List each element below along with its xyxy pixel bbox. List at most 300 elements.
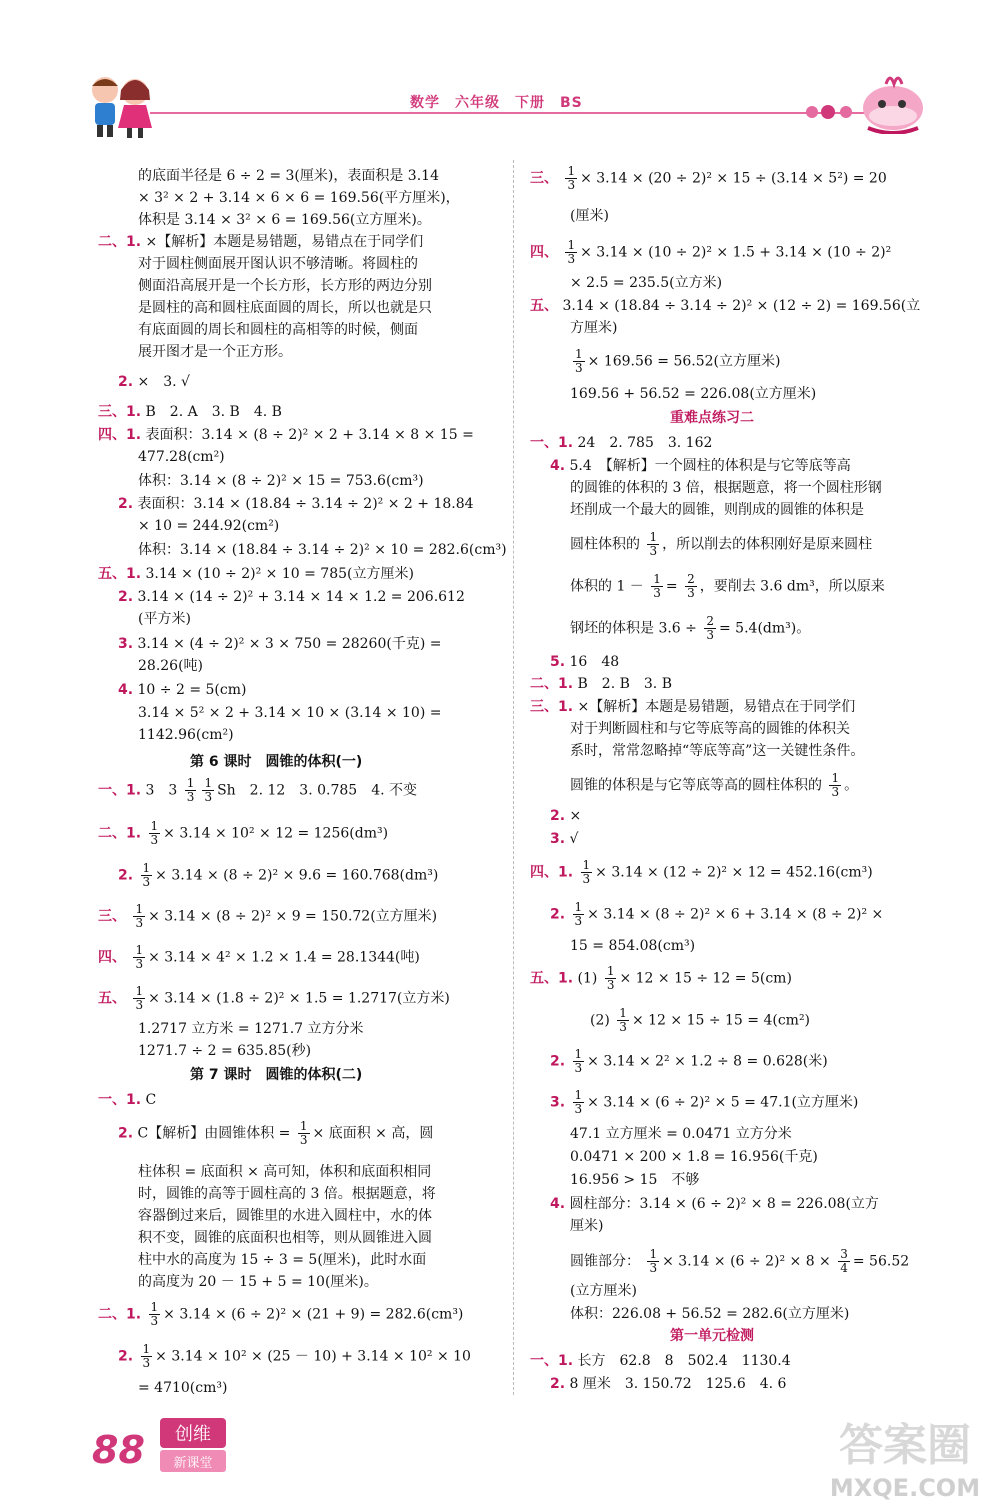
answer-line bbox=[98, 1089, 156, 1111]
whale-icon bbox=[858, 72, 928, 134]
answer-line bbox=[138, 253, 418, 275]
fraction-numerator: 1 bbox=[567, 164, 576, 178]
answer-text: (1) bbox=[577, 970, 598, 987]
answer-text: 体积：226.08 + 56.52 = 282.6(立方厘米) bbox=[570, 1306, 850, 1322]
question-number: 2. bbox=[550, 1376, 566, 1392]
answer-text: × 3.14 × 2² × 1.2 ÷ 8 = 0.628(米) bbox=[587, 1053, 828, 1070]
answer-text: ，要削去 3.6 dm³，所以原来 bbox=[699, 578, 885, 595]
answer-line bbox=[570, 1123, 792, 1145]
answer-line bbox=[570, 1248, 909, 1275]
fraction-numerator: 1 bbox=[649, 1247, 658, 1261]
fraction-numerator: 1 bbox=[606, 964, 615, 978]
answer-text: C bbox=[145, 1092, 157, 1108]
fraction-numerator: 1 bbox=[150, 1300, 159, 1314]
svg-text:答案圈: 答案圈 bbox=[839, 1420, 971, 1471]
fraction bbox=[298, 1120, 310, 1147]
question-number: 三、 bbox=[530, 170, 558, 187]
answer-line bbox=[138, 608, 191, 630]
fraction bbox=[838, 1248, 850, 1275]
fraction bbox=[565, 239, 577, 266]
question-number: 五、 bbox=[530, 298, 558, 314]
fraction-numerator: 1 bbox=[653, 572, 661, 586]
answer-line bbox=[530, 295, 920, 317]
answer-line bbox=[138, 1377, 227, 1399]
answer-line bbox=[570, 935, 695, 957]
section-title: 第一单元检测 bbox=[670, 1328, 754, 1344]
fraction bbox=[573, 901, 585, 928]
fraction bbox=[829, 772, 841, 799]
answer-text: 28.26(吨) bbox=[138, 658, 204, 674]
answer-line bbox=[98, 985, 450, 1012]
answer-line bbox=[138, 655, 203, 677]
question-number: 五、1. bbox=[98, 566, 142, 582]
answer-text: 侧面沿高展开是一个长方形，长方形的两边分别 bbox=[138, 278, 432, 294]
answer-text: 长方 62.8 8 502.4 1130.4 bbox=[577, 1353, 791, 1369]
fraction-numerator: 1 bbox=[567, 238, 576, 252]
answer-line bbox=[118, 1120, 433, 1147]
answer-text: 477.28(cm²) bbox=[138, 449, 225, 465]
answer-line bbox=[570, 718, 850, 740]
answer-line bbox=[570, 1169, 699, 1191]
answer-line bbox=[138, 1205, 432, 1227]
fraction bbox=[581, 859, 593, 886]
answer-line bbox=[570, 531, 872, 558]
answer-text: 47.1 立方厘米 = 0.0471 立方分米 bbox=[570, 1126, 792, 1142]
fraction-denominator: 3 bbox=[135, 916, 144, 930]
answer-line bbox=[530, 165, 887, 192]
answer-line bbox=[530, 859, 873, 886]
answer-line bbox=[138, 187, 460, 209]
answer-text: 容器倒过来后，圆锥里的水进入圆柱中，水的体 bbox=[138, 1208, 432, 1224]
answer-line bbox=[570, 740, 864, 762]
answer-text: × 3.14 × (8 ÷ 2)² × 9 = 150.72(立方厘米) bbox=[148, 908, 438, 925]
answer-text: 柱体积 = 底面积 × 高可知，体积和底面积相同 bbox=[138, 1164, 432, 1180]
answer-text: = 5.4(dm³)。 bbox=[719, 620, 811, 637]
fraction-denominator: 3 bbox=[299, 1133, 308, 1147]
question-number: 一、1. bbox=[98, 1092, 142, 1108]
fraction-denominator: 3 bbox=[574, 1061, 583, 1075]
fraction-denominator: 3 bbox=[649, 544, 658, 558]
answer-text: 3.14 × (10 ÷ 2)² × 10 = 785(立方厘米) bbox=[145, 566, 414, 582]
answer-text: 0.0471 × 200 × 1.8 = 16.956(千克) bbox=[570, 1149, 818, 1165]
answer-text: × bbox=[569, 808, 582, 824]
dots-decoration-icon bbox=[800, 100, 860, 124]
answer-line bbox=[118, 586, 465, 608]
answer-text: 1142.96(cm²) bbox=[138, 727, 234, 743]
question-number: 3. bbox=[118, 636, 134, 652]
answer-line bbox=[550, 828, 578, 850]
question-number: 3. bbox=[550, 1094, 566, 1111]
answer-text: 厘米) bbox=[570, 1218, 604, 1234]
answer-line bbox=[530, 432, 712, 454]
question-number: 一、1. bbox=[98, 782, 142, 799]
fraction-denominator: 3 bbox=[606, 978, 615, 992]
answer-line bbox=[138, 702, 441, 724]
question-number: 二、1. bbox=[98, 1306, 142, 1323]
answer-line bbox=[98, 563, 414, 585]
answer-line bbox=[530, 239, 891, 266]
answer-line bbox=[138, 446, 225, 468]
question-number: 四、1. bbox=[98, 427, 142, 443]
answer-line bbox=[98, 401, 282, 423]
answer-text: ×【解析】本题是易错题，易错点在于同学们 bbox=[145, 234, 424, 250]
answer-line bbox=[138, 297, 432, 319]
fraction-numerator: 1 bbox=[831, 771, 840, 785]
answer-line bbox=[138, 341, 292, 363]
fraction-denominator: 3 bbox=[575, 361, 583, 375]
answer-text: 柱中水的高度为 15 ÷ 3 = 5(厘米)，此时水面 bbox=[138, 1252, 427, 1268]
logo-text-bottom: 新课堂 bbox=[173, 1456, 213, 1471]
answer-line bbox=[530, 673, 672, 695]
fraction-numerator: 1 bbox=[204, 776, 213, 790]
fraction-numerator: 2 bbox=[687, 572, 695, 586]
answer-text: 的底面半径是 6 ÷ 2 = 3(厘米)，表面积是 3.14 bbox=[138, 168, 439, 184]
fraction-numerator: 1 bbox=[142, 861, 151, 875]
answer-text: 15 = 854.08(cm³) bbox=[570, 938, 696, 954]
answer-text: 是圆柱的高和圆柱底面圆的周长，所以也就是只 bbox=[138, 300, 432, 316]
answer-text: √ bbox=[569, 831, 579, 847]
answer-text: × 3.14 × (20 ÷ 2)² × 15 ÷ (3.14 × 5²) = 20 bbox=[580, 170, 887, 187]
answer-text: 5.4 【解析】一个圆柱的体积是与它等底等高 bbox=[569, 458, 851, 474]
answer-text: 体积：3.14 × (18.84 ÷ 3.14 ÷ 2)² × 10 = 282.6(cm³) bbox=[138, 542, 507, 558]
question-number: 2. bbox=[118, 1348, 134, 1365]
fraction-numerator: 1 bbox=[575, 347, 583, 361]
header-title: 数学 六年级 下册 BS bbox=[410, 95, 583, 111]
fraction-denominator: 4 bbox=[840, 1261, 848, 1275]
fraction bbox=[617, 1007, 629, 1034]
fraction-numerator: 1 bbox=[135, 984, 144, 998]
fraction-numerator: 3 bbox=[840, 1247, 848, 1261]
question-number: 一、1. bbox=[530, 435, 574, 451]
fraction-numerator: 1 bbox=[619, 1006, 627, 1020]
question-number: 4. bbox=[550, 458, 566, 474]
question-number: 四、1. bbox=[530, 864, 574, 881]
answer-text: × 3.14 × 4² × 1.2 × 1.4 = 28.1344(吨) bbox=[148, 949, 420, 966]
fraction-denominator: 3 bbox=[186, 790, 195, 804]
fraction bbox=[185, 777, 197, 804]
fraction-denominator: 3 bbox=[653, 586, 661, 600]
question-number: 2. bbox=[118, 374, 134, 390]
question-number: 一、1. bbox=[530, 1353, 574, 1369]
answer-text: 对于圆柱侧面展开图认识不够清晰。将圆柱的 bbox=[138, 256, 418, 272]
answer-line bbox=[138, 1227, 432, 1249]
answer-line bbox=[138, 1161, 431, 1183]
fraction bbox=[573, 348, 585, 375]
answer-text: × 3² × 2 + 3.14 × 6 × 6 = 169.56(平方厘米)， bbox=[138, 190, 460, 206]
answer-text: × 3.14 × (10 ÷ 2)² × 1.5 + 3.14 × (10 ÷ 2)² bbox=[580, 244, 892, 261]
answer-line bbox=[138, 515, 279, 537]
fraction-numerator: 1 bbox=[142, 1342, 151, 1356]
fraction-numerator: 1 bbox=[150, 819, 159, 833]
answer-text: 的高度为 20 － 15 + 5 = 10(厘米)。 bbox=[138, 1274, 378, 1290]
cartoon-kids-icon bbox=[80, 70, 160, 140]
question-number: 五、 bbox=[98, 990, 126, 1007]
fraction bbox=[133, 985, 145, 1012]
answer-line bbox=[138, 319, 418, 341]
answer-text: × 3.14 × (8 ÷ 2)² × 9.6 = 160.768(dm³) bbox=[155, 867, 439, 884]
answer-text: 3.14 × (18.84 ÷ 3.14 ÷ 2)² × (12 ÷ 2) = 169.56(立 bbox=[562, 298, 921, 314]
answer-line bbox=[98, 1301, 463, 1328]
answer-line bbox=[570, 1303, 849, 1325]
fraction-denominator: 3 bbox=[135, 998, 144, 1012]
answer-line bbox=[138, 165, 439, 187]
question-number: 三、1. bbox=[530, 699, 574, 715]
brand-logo bbox=[160, 1418, 226, 1476]
answer-line bbox=[530, 1350, 791, 1372]
answer-line bbox=[138, 1018, 364, 1040]
answer-text: 方厘米) bbox=[570, 320, 618, 336]
answer-text: 3 3 bbox=[145, 782, 178, 799]
answer-line bbox=[138, 1249, 426, 1271]
fraction bbox=[605, 965, 617, 992]
logo-text-top: 创维 bbox=[175, 1424, 211, 1445]
section-title: 第 7 课时 圆锥的体积(二) bbox=[190, 1067, 363, 1083]
answer-line bbox=[550, 901, 883, 928]
fraction-numerator: 1 bbox=[574, 900, 583, 914]
answer-line bbox=[570, 772, 858, 799]
answer-text: 3.14 × 5² × 2 + 3.14 × 10 × (3.14 × 10) = bbox=[138, 705, 442, 721]
answer-text: × 3.14 × (12 ÷ 2)² × 12 = 452.16(cm³) bbox=[595, 864, 873, 881]
answer-line bbox=[138, 470, 424, 492]
answer-text: = 56.52 bbox=[852, 1253, 910, 1270]
answer-text: B 2. A 3. B 4. B bbox=[145, 404, 282, 420]
answer-text: 展开图才是一个正方形。 bbox=[138, 344, 292, 360]
section-title: 重难点练习二 bbox=[670, 410, 754, 426]
answer-text: = bbox=[665, 578, 678, 595]
page-header bbox=[0, 0, 1000, 160]
section-title: 第 6 课时 圆锥的体积(一) bbox=[190, 754, 363, 770]
answer-line bbox=[138, 724, 234, 746]
fraction-numerator: 1 bbox=[135, 943, 144, 957]
answer-line bbox=[138, 275, 432, 297]
fraction-denominator: 3 bbox=[567, 178, 576, 192]
question-number: 4. bbox=[118, 682, 134, 698]
fraction bbox=[651, 573, 663, 600]
fraction-denominator: 3 bbox=[706, 628, 714, 642]
question-number: 2. bbox=[118, 867, 134, 884]
question-number: 3. bbox=[550, 831, 566, 847]
fraction-numerator: 1 bbox=[135, 902, 144, 916]
answer-text: B 2. B 3. B bbox=[577, 676, 672, 692]
fraction bbox=[202, 777, 214, 804]
answer-line bbox=[118, 679, 246, 701]
answer-text: 3.14 × (14 ÷ 2)² + 3.14 × 14 × 1.2 = 206.612 bbox=[137, 589, 465, 605]
answer-text: (2) bbox=[590, 1012, 610, 1029]
fraction bbox=[704, 615, 716, 642]
answer-line bbox=[570, 383, 816, 405]
answer-line bbox=[138, 1040, 311, 1062]
answer-text: 时，圆锥的高等于圆柱高的 3 倍。根据题意，将 bbox=[138, 1186, 436, 1202]
question-number: 5. bbox=[550, 654, 566, 670]
question-number: 二、1. bbox=[530, 676, 574, 692]
answer-line bbox=[118, 493, 474, 515]
answer-line bbox=[550, 1089, 858, 1116]
question-number: 五、1. bbox=[530, 970, 574, 987]
question-number: 四、 bbox=[98, 949, 126, 966]
answer-text: × 3.14 × (1.8 ÷ 2)² × 1.5 = 1.2717(立方米) bbox=[148, 990, 450, 1007]
answer-text: (厘米) bbox=[570, 208, 609, 224]
answer-line bbox=[550, 1048, 828, 1075]
question-number: 二、1. bbox=[98, 825, 142, 842]
answer-text: 坯削成一个最大的圆锥，则削成的圆锥的体积是 bbox=[570, 502, 864, 518]
answer-text: 1271.7 ÷ 2 = 635.85(秒) bbox=[138, 1043, 312, 1059]
fraction-denominator: 3 bbox=[574, 1102, 583, 1116]
fraction bbox=[647, 1248, 659, 1275]
answer-line bbox=[98, 424, 474, 446]
answer-line bbox=[138, 1271, 378, 1293]
answer-text: × 169.56 = 56.52(立方厘米) bbox=[587, 353, 781, 370]
answer-text: × 3.14 × (6 ÷ 2)² × 8 × bbox=[662, 1253, 831, 1270]
fraction-denominator: 3 bbox=[150, 1314, 159, 1328]
answer-text: 体积：3.14 × (8 ÷ 2)² × 15 = 753.6(cm³) bbox=[138, 473, 424, 489]
answer-line bbox=[570, 1146, 818, 1168]
answer-text: = 4710(cm³) bbox=[138, 1380, 228, 1396]
question-number: 三、1. bbox=[98, 404, 142, 420]
answer-line bbox=[570, 272, 722, 294]
answer-text: (立方厘米) bbox=[570, 1283, 637, 1299]
answer-text: × 2.5 = 235.5(立方米) bbox=[570, 275, 723, 291]
answer-text: 对于判断圆柱和与它等底等高的圆锥的体积关 bbox=[570, 721, 850, 737]
answer-line bbox=[570, 205, 609, 227]
answer-text: 。 bbox=[844, 777, 859, 794]
answer-text: 钢坯的体积是 3.6 ÷ bbox=[570, 620, 697, 637]
fraction-denominator: 3 bbox=[831, 785, 840, 799]
answer-line bbox=[138, 209, 431, 231]
answer-text: 表面积：3.14 × (8 ÷ 2)² × 2 + 3.14 × 8 × 15 = bbox=[145, 427, 474, 443]
fraction-denominator: 3 bbox=[135, 957, 144, 971]
fraction bbox=[141, 862, 153, 889]
answer-line bbox=[570, 317, 617, 339]
answer-text: 有底面圆的周长和圆柱的高相等的时候，侧面 bbox=[138, 322, 418, 338]
answer-text: 16.956 > 15 不够 bbox=[570, 1172, 700, 1188]
answer-text: 的圆锥的体积的 3 倍，根据题意，将一个圆柱形钢 bbox=[570, 480, 882, 496]
answer-line bbox=[138, 1183, 436, 1205]
answer-line bbox=[550, 805, 581, 827]
question-number: 2. bbox=[550, 906, 566, 923]
answer-text: 圆锥的体积是与它等底等高的圆柱体积的 bbox=[570, 777, 822, 794]
answer-line bbox=[550, 651, 619, 673]
answer-line bbox=[550, 1373, 786, 1395]
answer-text: × 3. √ bbox=[137, 374, 190, 390]
fraction bbox=[133, 944, 145, 971]
header-rule bbox=[150, 112, 870, 114]
answer-line bbox=[118, 633, 441, 655]
answer-text: × 3.14 × (8 ÷ 2)² × 6 + 3.14 × (8 ÷ 2)² × bbox=[587, 906, 884, 923]
answer-text: × 底面积 × 高，圆 bbox=[312, 1125, 434, 1142]
answer-line bbox=[118, 862, 438, 889]
answer-text: × 12 × 15 ÷ 12 = 5(cm) bbox=[619, 970, 792, 987]
fraction-denominator: 3 bbox=[204, 790, 213, 804]
fraction-numerator: 1 bbox=[574, 1088, 583, 1102]
answer-text: × 3.14 × (6 ÷ 2)² × (21 + 9) = 282.6(cm³) bbox=[163, 1306, 464, 1323]
answer-line bbox=[570, 615, 810, 642]
question-number: 2. bbox=[118, 1125, 134, 1142]
answer-line bbox=[570, 1215, 603, 1237]
answer-line bbox=[570, 477, 882, 499]
answer-text: C【解析】由圆锥体积 = bbox=[137, 1125, 291, 1142]
column-divider bbox=[513, 160, 514, 1395]
answer-line bbox=[550, 1193, 879, 1215]
answer-text: 积不变，圆锥的底面积也相等，则从圆锥进入圆 bbox=[138, 1230, 432, 1246]
fraction-denominator: 3 bbox=[649, 1261, 658, 1275]
answer-text: ，所以削去的体积刚好是原来圆柱 bbox=[662, 536, 873, 553]
fraction-denominator: 3 bbox=[574, 914, 583, 928]
fraction bbox=[133, 903, 145, 930]
answer-line bbox=[98, 777, 417, 804]
question-number: 4. bbox=[550, 1196, 566, 1212]
answer-line bbox=[590, 1007, 810, 1034]
answer-line bbox=[98, 903, 437, 930]
answer-text: 体积的 1 － bbox=[570, 578, 644, 595]
answer-text: (平方米) bbox=[138, 611, 191, 627]
answer-text: 16 48 bbox=[569, 654, 620, 670]
fraction-numerator: 1 bbox=[582, 858, 591, 872]
fraction-denominator: 3 bbox=[142, 1356, 151, 1370]
answer-line bbox=[98, 231, 423, 253]
fraction-numerator: 1 bbox=[649, 530, 658, 544]
answer-text: 表面积：3.14 × (18.84 ÷ 3.14 ÷ 2)² × 2 + 18.84 bbox=[137, 496, 474, 512]
fraction bbox=[685, 573, 697, 600]
fraction-denominator: 3 bbox=[150, 833, 159, 847]
question-number: 2. bbox=[550, 1053, 566, 1070]
answer-line bbox=[118, 1343, 471, 1370]
page-number: 88 bbox=[92, 1428, 145, 1472]
fraction bbox=[149, 820, 161, 847]
fraction bbox=[149, 1301, 161, 1328]
fraction bbox=[141, 1343, 153, 1370]
fraction-numerator: 1 bbox=[299, 1119, 308, 1133]
answer-line bbox=[138, 539, 507, 561]
fraction-denominator: 3 bbox=[582, 872, 591, 886]
answer-line bbox=[570, 348, 780, 375]
fraction bbox=[647, 531, 659, 558]
answer-line bbox=[550, 455, 851, 477]
fraction-denominator: 3 bbox=[142, 875, 151, 889]
answer-line bbox=[570, 573, 885, 600]
answer-text: 圆锥部分： bbox=[570, 1253, 640, 1270]
answer-text: 体积是 3.14 × 3² × 6 = 169.56(立方厘米)。 bbox=[138, 212, 431, 228]
question-number: 2. bbox=[550, 808, 566, 824]
answer-text: 169.56 + 56.52 = 226.08(立方厘米) bbox=[570, 386, 817, 402]
question-number: 2. bbox=[118, 589, 134, 605]
answer-line bbox=[530, 965, 792, 992]
answer-text: 圆柱部分：3.14 × (6 ÷ 2)² × 8 = 226.08(立方 bbox=[569, 1196, 879, 1212]
answer-text: × 3.14 × 10² × (25 － 10) + 3.14 × 10² × 10 bbox=[155, 1348, 471, 1365]
answer-text: 系时，常常忽略掉“等底等高”这一关键性条件。 bbox=[570, 743, 865, 759]
fraction bbox=[565, 165, 577, 192]
fraction-numerator: 2 bbox=[706, 614, 714, 628]
fraction-denominator: 3 bbox=[567, 252, 576, 266]
watermark-logo bbox=[815, 1408, 995, 1508]
fraction-numerator: 1 bbox=[186, 776, 195, 790]
answer-text: × 10 = 244.92(cm²) bbox=[138, 518, 280, 534]
question-number: 二、1. bbox=[98, 234, 142, 250]
answer-text: × 3.14 × 10² × 12 = 1256(dm³) bbox=[163, 825, 389, 842]
question-number: 四、 bbox=[530, 244, 558, 261]
answer-text: 10 ÷ 2 = 5(cm) bbox=[137, 682, 247, 698]
fraction-denominator: 3 bbox=[619, 1020, 627, 1034]
fraction-numerator: 1 bbox=[574, 1047, 583, 1061]
answer-line bbox=[98, 820, 388, 847]
watermark-text: MXQE.COM bbox=[829, 1474, 981, 1502]
fraction bbox=[573, 1089, 585, 1116]
answer-text: 8 厘米 3. 150.72 125.6 4. 6 bbox=[569, 1376, 787, 1392]
answer-text: 圆柱体积的 bbox=[570, 536, 640, 553]
answer-text: Sh 2. 12 3. 0.785 4. 不变 bbox=[217, 782, 418, 799]
answer-text: 1.2717 立方米 = 1271.7 立方分米 bbox=[138, 1021, 364, 1037]
answer-text: 24 2. 785 3. 162 bbox=[577, 435, 713, 451]
fraction-denominator: 3 bbox=[687, 586, 695, 600]
